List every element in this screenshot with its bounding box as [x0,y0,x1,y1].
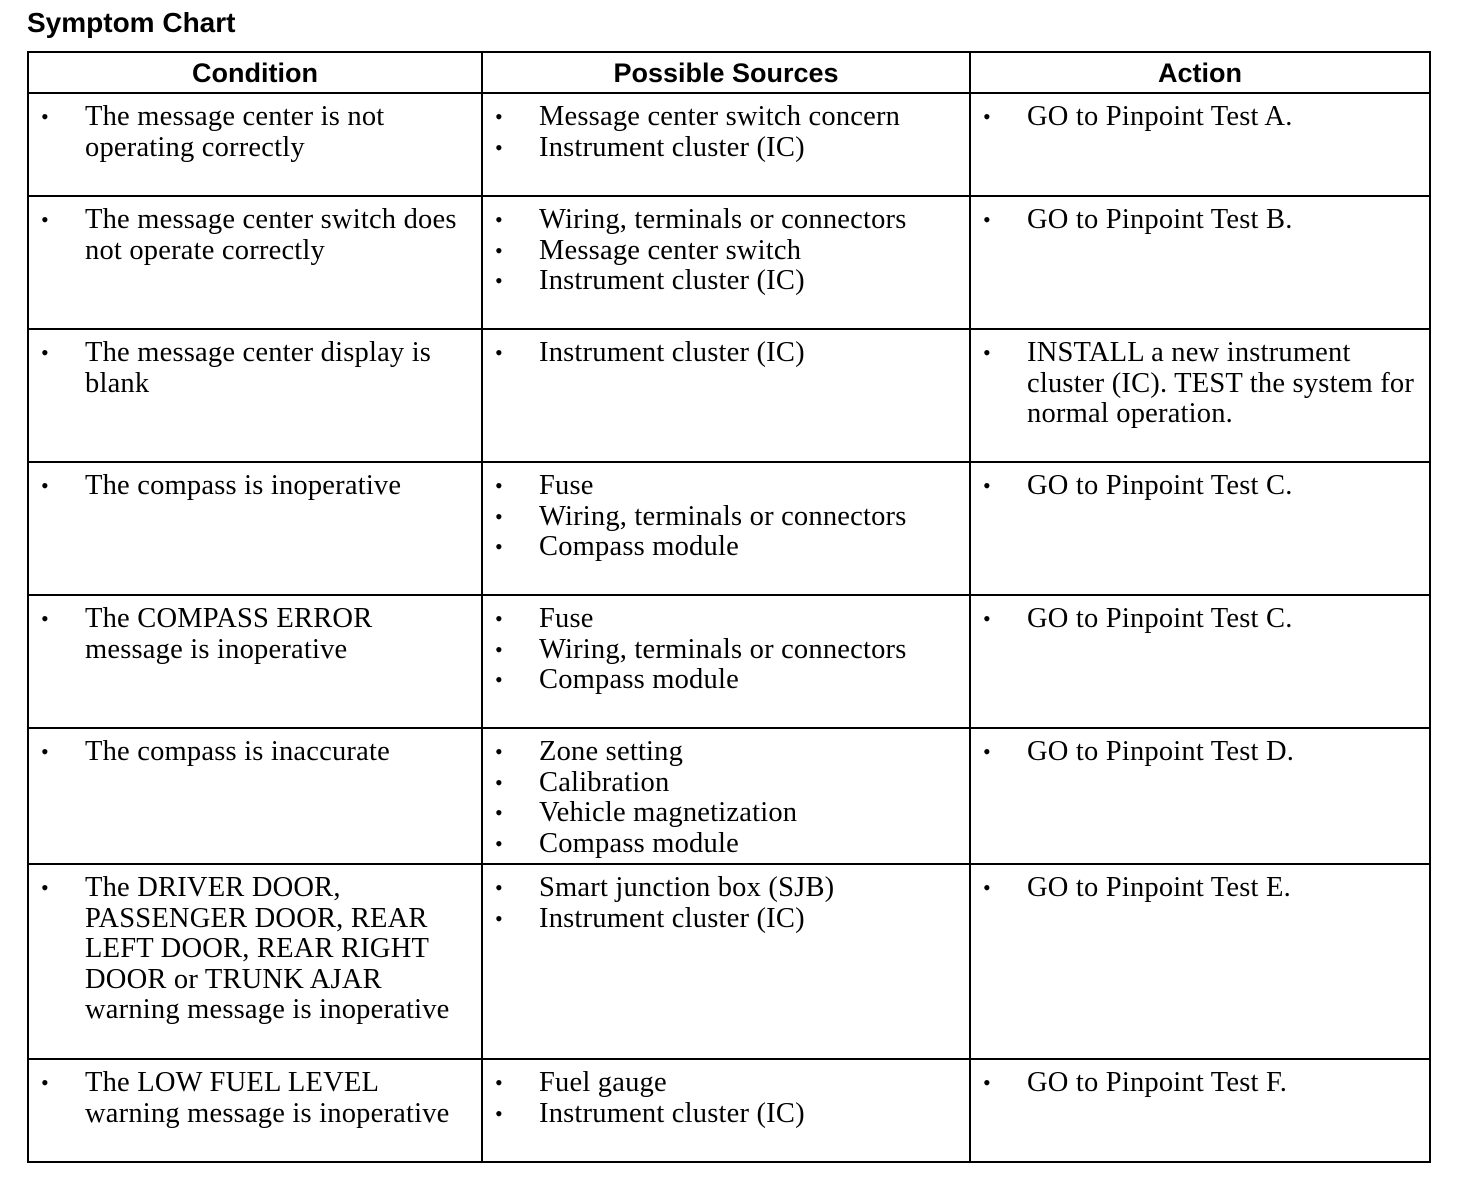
condition-item [29,1068,471,1129]
bullet-icon: • [495,739,503,764]
source-text: Instrument cluster (IC) [539,1097,805,1129]
bullet-icon: • [41,606,49,631]
source-text: Compass module [539,827,739,859]
source-text: Fuse [539,603,594,634]
sources-cell [482,595,970,728]
source-text: Instrument cluster (IC) [539,131,805,163]
action-text: GO to Pinpoint Test F. [1027,1067,1288,1098]
bullet-icon: • [41,104,49,129]
action-cell [970,1059,1430,1162]
condition-item [29,338,471,399]
sources-cell [482,462,970,595]
condition-item [29,471,471,502]
condition-cell [28,93,482,196]
source-item [483,829,959,860]
bullet-icon: • [495,134,503,160]
table-row [28,462,1430,595]
table-row [28,864,1430,1059]
condition-text: The compass is inoperative [85,470,402,501]
action-cell [970,864,1430,1059]
action-cell [970,595,1430,728]
condition-item [29,205,471,266]
source-item [483,133,959,164]
condition-text: The COMPASS ERROR message is inoperative [85,603,373,665]
condition-cell [28,595,482,728]
bullet-icon: • [495,1070,503,1095]
bullet-icon: • [495,636,503,662]
action-cell [970,329,1430,462]
source-text: Wiring, terminals or connectors [539,633,907,665]
source-text: Calibration [539,766,670,798]
action-text: GO to Pinpoint Test D. [1027,736,1295,767]
condition-item [29,873,471,1026]
bullet-icon: • [495,207,503,232]
action-text: GO to Pinpoint Test A. [1027,101,1293,132]
action-item [971,604,1419,635]
bullet-icon: • [495,606,503,631]
table-row [28,93,1430,196]
source-text: Wiring, terminals or connectors [539,204,907,235]
column-header-condition: Condition [28,52,482,93]
source-item [483,266,959,297]
bullet-icon: • [495,800,503,825]
table-row [28,728,1430,864]
source-text: Wiring, terminals or connectors [539,500,907,532]
action-text: GO to Pinpoint Test E. [1027,872,1291,903]
bullet-icon: • [41,875,49,900]
source-text: Zone setting [539,736,684,767]
condition-item [29,604,471,665]
bullet-icon: • [495,268,503,293]
action-item [971,205,1419,236]
condition-text: The compass is inaccurate [85,736,390,767]
source-item [483,635,959,666]
bullet-icon: • [41,340,49,365]
bullet-icon: • [495,769,503,795]
condition-text: The message center is not operating correctly [85,101,385,163]
action-text: GO to Pinpoint Test B. [1027,204,1293,235]
sources-cell [482,329,970,462]
bullet-icon: • [495,534,503,559]
bullet-icon: • [983,207,991,232]
action-item [971,1068,1419,1099]
source-text: Compass module [539,664,739,695]
source-item [483,338,959,369]
action-text: GO to Pinpoint Test C. [1027,603,1293,634]
source-item [483,532,959,563]
source-item [483,798,959,829]
action-cell [970,728,1430,864]
action-item [971,873,1419,904]
source-text: Instrument cluster (IC) [539,902,805,934]
source-item [483,236,959,267]
bullet-icon: • [983,104,991,129]
bullet-icon: • [41,207,49,232]
source-item [483,1068,959,1099]
symptom-table [27,51,1431,1163]
source-item [483,102,959,133]
source-item [483,1099,959,1130]
bullet-icon: • [983,473,991,498]
bullet-icon: • [495,1100,503,1126]
table-row [28,1059,1430,1162]
bullet-icon: • [983,606,991,631]
bullet-icon: • [983,739,991,764]
page-title: Symptom Chart [27,7,236,38]
bullet-icon: • [495,875,503,900]
condition-cell [28,329,482,462]
bullet-icon: • [983,340,991,365]
sources-cell [482,864,970,1059]
source-text: Fuse [539,470,594,501]
sources-cell [482,93,970,196]
source-item [483,737,959,768]
bullet-icon: • [495,503,503,529]
bullet-icon: • [495,237,503,263]
source-text: Fuel gauge [539,1067,667,1098]
action-text: INSTALL a new instrument cluster (IC). TEST the system for normal operation. [1027,337,1415,429]
action-item [971,338,1419,430]
condition-cell [28,864,482,1059]
source-text: Compass module [539,531,739,562]
condition-text: The message center switch does not operate correctly [85,204,457,266]
condition-text: The DRIVER DOOR, PASSENGER DOOR, REAR LEFT DOOR, REAR RIGHT DOOR or TRUNK AJAR warning message is inoperative [85,872,450,1025]
sources-cell [482,1059,970,1162]
table-row [28,329,1430,462]
source-text: Vehicle magnetization [539,797,798,828]
condition-cell [28,1059,482,1162]
action-item [971,737,1419,768]
sources-cell [482,728,970,864]
action-item [971,102,1419,133]
bullet-icon: • [495,667,503,692]
source-text: Instrument cluster (IC) [539,337,805,368]
bullet-icon: • [495,104,503,129]
bullet-icon: • [41,473,49,498]
source-item [483,873,959,904]
bullet-icon: • [41,739,49,764]
bullet-icon: • [983,875,991,900]
source-text: Message center switch [539,234,802,266]
table-header-row [28,52,1430,93]
condition-item [29,737,471,768]
bullet-icon: • [495,473,503,498]
source-item [483,604,959,635]
condition-item [29,102,471,163]
source-item [483,205,959,236]
table-row [28,196,1430,329]
condition-cell [28,728,482,864]
condition-cell [28,196,482,329]
source-text: Message center switch concern [539,101,901,132]
source-text: Smart junction box (SJB) [539,872,835,903]
action-cell [970,93,1430,196]
action-item [971,471,1419,502]
bullet-icon: • [495,830,503,856]
bullet-icon: • [495,340,503,365]
action-cell [970,196,1430,329]
bullet-icon: • [41,1070,49,1095]
column-header-possible-sources: Possible Sources [482,52,970,93]
action-text: GO to Pinpoint Test C. [1027,470,1293,501]
source-item [483,471,959,502]
table-row [28,595,1430,728]
condition-cell [28,462,482,595]
source-item [483,665,959,696]
source-item [483,768,959,799]
sources-cell [482,196,970,329]
bullet-icon: • [495,905,503,931]
bullet-icon: • [983,1070,991,1095]
source-item [483,904,959,935]
action-cell [970,462,1430,595]
source-item [483,502,959,533]
column-header-action: Action [970,52,1430,93]
source-text: Instrument cluster (IC) [539,265,805,296]
condition-text: The message center display is blank [85,337,432,399]
condition-text: The LOW FUEL LEVEL warning message is inoperative [85,1067,450,1129]
